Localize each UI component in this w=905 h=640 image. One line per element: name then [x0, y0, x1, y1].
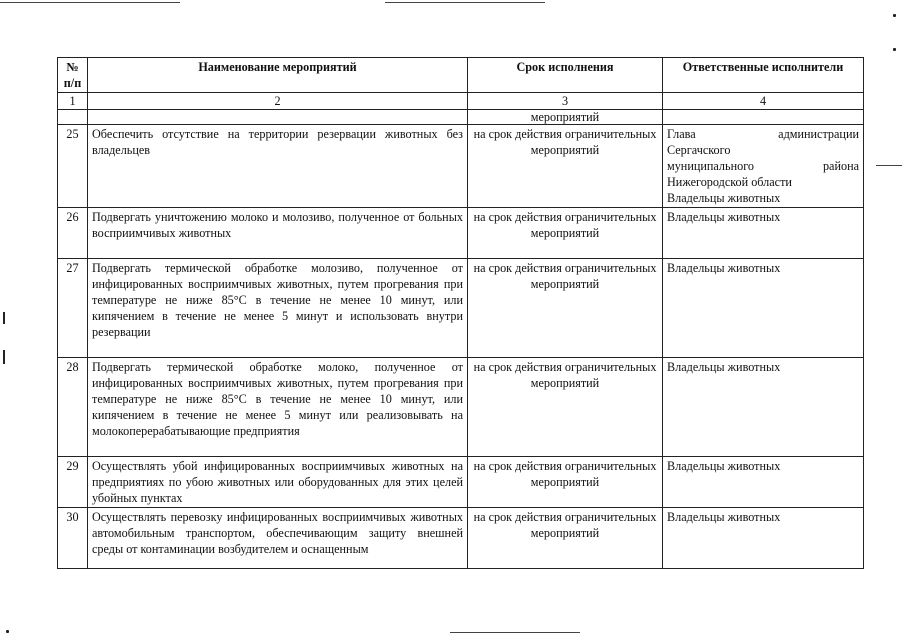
header-num: № п/п: [58, 58, 88, 93]
row-responsible: Владельцы животных: [663, 508, 864, 569]
row-measure: Осуществлять перевозку инфицированных восприимчивых животных автомобильным транспортом, обеспечивающим защиту внешней среды от контаминации возбудителем и оснащенным: [88, 508, 468, 569]
responsible-line: муниципального района: [667, 159, 859, 173]
scan-artifact-top-line: [0, 2, 180, 3]
responsible-line: Сергачского: [667, 143, 731, 157]
row-number: 28: [58, 358, 88, 457]
scan-artifact-dash: [876, 165, 902, 166]
table-row: [58, 259, 864, 358]
scan-artifact-margin-mark: [3, 350, 5, 364]
row-measure: Обеспечить отсутствие на территории резервации животных без владельцев: [88, 125, 468, 208]
responsible-line: Глава администрации: [667, 127, 859, 141]
table-row: [58, 358, 864, 457]
table-row: [58, 508, 864, 569]
header-responsible: Ответственные исполнители: [663, 58, 864, 93]
measures-table: [57, 57, 864, 569]
responsible-line: Владельцы животных: [667, 191, 781, 205]
row-number: 29: [58, 457, 88, 508]
scan-artifact-dot: [893, 48, 896, 51]
header-term: Срок исполнения: [468, 58, 663, 93]
row-number: 25: [58, 125, 88, 208]
table-row: [58, 208, 864, 259]
row-responsible: Владельцы животных: [663, 259, 864, 358]
row-responsible: [663, 125, 864, 208]
row-measure: Подвергать уничтожению молоко и молозиво, полученное от больных восприимчивых животных: [88, 208, 468, 259]
row-measure: Подвергать термической обработке молоко, полученное от инфицированных восприимчивых животных, путем прогревания при температуре не ниже 85°С в течение не менее 10 минут, или кипячением в течение не менее 5 минут или реализовывать на молокоперерабатывающие предприятия: [88, 358, 468, 457]
row-number: 26: [58, 208, 88, 259]
scan-artifact-dot: [6, 630, 9, 633]
row-number: 30: [58, 508, 88, 569]
scan-artifact-top-line-2: [385, 2, 545, 3]
continuation-term: мероприятий: [468, 110, 663, 125]
row-responsible: Владельцы животных: [663, 208, 864, 259]
row-measure: Осуществлять убой инфицированных восприимчивых животных на предприятиях по убою животных или оборудованных для этих целей убойных пунктах: [88, 457, 468, 508]
table-row: [58, 457, 864, 508]
column-number: 2: [88, 93, 468, 110]
row-term: на срок действия ограничительных мероприятий: [468, 125, 663, 208]
row-term: на срок действия ограничительных мероприятий: [468, 508, 663, 569]
column-number: 3: [468, 93, 663, 110]
scan-artifact-bottom-line: [450, 632, 580, 633]
column-number-row: [58, 93, 864, 110]
row-number: 27: [58, 259, 88, 358]
row-term: на срок действия ограничительных мероприятий: [468, 358, 663, 457]
row-responsible: Владельцы животных: [663, 358, 864, 457]
row-measure: Подвергать термической обработке молозиво, полученное от инфицированных восприимчивых животных, путем прогревания при температуре не ниже 85°С в течение не менее 10 минут, или кипячением в течение не менее 5 минут и использовать внутри резервации: [88, 259, 468, 358]
scan-artifact-dot: [893, 14, 896, 17]
continuation-row: [58, 110, 864, 125]
table-row: [58, 125, 864, 208]
row-term: на срок действия ограничительных мероприятий: [468, 259, 663, 358]
header-name: Наименование мероприятий: [88, 58, 468, 93]
column-number: 1: [58, 93, 88, 110]
responsible-line: Нижегородской области: [667, 175, 792, 189]
scan-artifact-margin-mark: [3, 312, 5, 324]
row-responsible: Владельцы животных: [663, 457, 864, 508]
table-header-row: [58, 58, 864, 93]
row-term: на срок действия ограничительных мероприятий: [468, 457, 663, 508]
row-term: на срок действия ограничительных мероприятий: [468, 208, 663, 259]
column-number: 4: [663, 93, 864, 110]
